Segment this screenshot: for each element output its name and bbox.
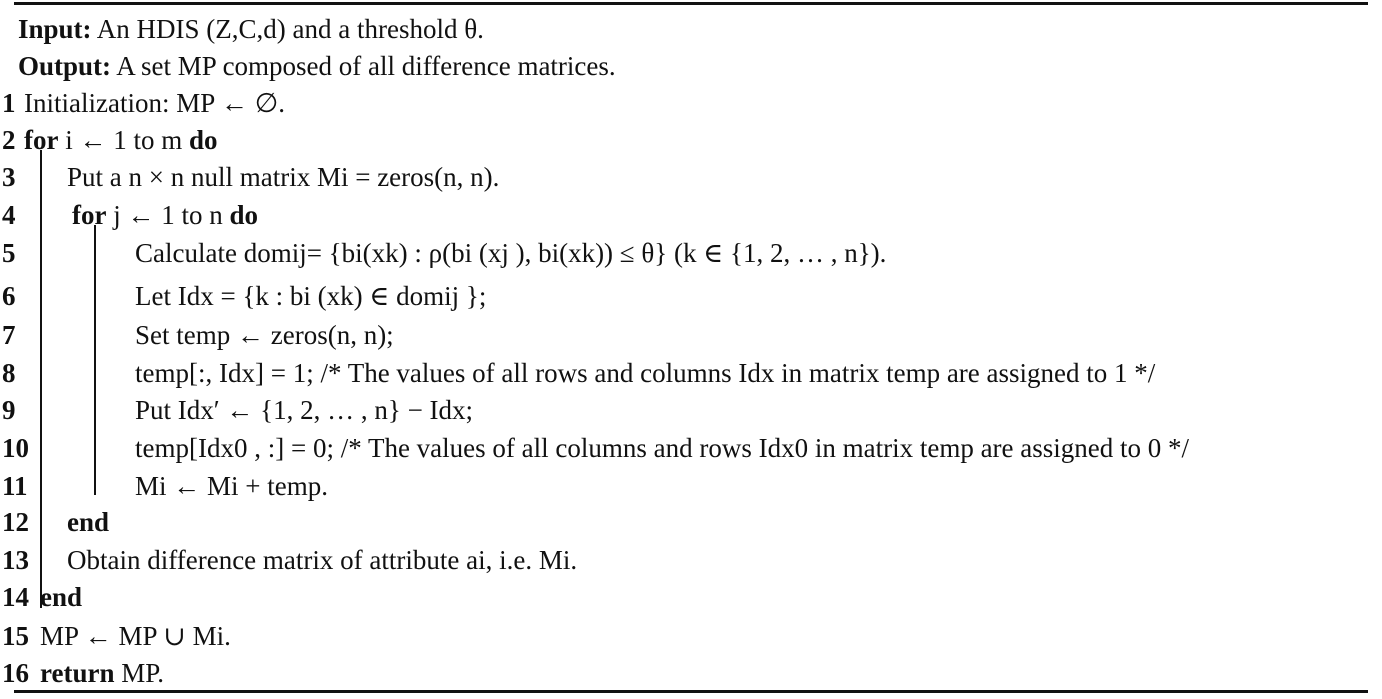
- output-label: Output:: [18, 51, 112, 81]
- line-number: 10: [2, 433, 29, 463]
- line-number: 8: [2, 358, 16, 388]
- line-text: Obtain difference matrix of attribute ai, i.e. Mi.: [67, 545, 578, 575]
- outer-loop-bar: [40, 150, 42, 608]
- line-text: Set temp ← zeros(n, n);: [135, 320, 394, 350]
- line-text: temp[:, Idx] = 1; /* The values of all rows and columns Idx in matrix temp are assigned to 1 */: [135, 358, 1156, 388]
- line-number: 2: [2, 125, 16, 155]
- line-number: 5: [2, 238, 16, 268]
- line-number: 13: [2, 545, 29, 575]
- line-text: MP ← MP ∪ Mi.: [40, 621, 231, 651]
- input-text: An HDIS (Z,C,d) and a threshold θ.: [91, 14, 484, 44]
- keyword-end: end: [40, 582, 83, 612]
- line-text: j ← 1 to n: [106, 200, 230, 230]
- line-number: 1: [2, 88, 16, 118]
- line-number: 3: [2, 162, 16, 192]
- output-text: A set MP composed of all difference matrices.: [111, 51, 616, 81]
- line-text: Put a n × n null matrix Mi = zeros(n, n).: [67, 162, 500, 192]
- keyword-for: for: [24, 125, 59, 155]
- line-text: temp[Idx0 , :] = 0; /* The values of all columns and rows Idx0 in matrix temp are assigned to 0 */: [135, 433, 1190, 463]
- line-number: 15: [2, 621, 29, 651]
- keyword-return: return: [40, 658, 115, 688]
- line-text: Put Idx′ ← {1, 2, … , n} − Idx;: [135, 395, 474, 425]
- keyword-end: end: [67, 507, 110, 537]
- bottom-rule: [14, 690, 1368, 693]
- line-number: 11: [2, 471, 28, 501]
- line-text: Initialization: MP ← ∅.: [24, 88, 285, 118]
- line-number: 16: [2, 658, 29, 688]
- line-text: Calculate domij= {bi(xk) : ρ(bi (xj ), bi(xk)) ≤ θ} (k ∈ {1, 2, … , n}).: [135, 238, 887, 268]
- line-number: 7: [2, 320, 16, 350]
- line-text: i ← 1 to m: [58, 125, 189, 155]
- line-text: Let Idx = {k : bi (xk) ∈ domij };: [135, 281, 487, 311]
- keyword-do: do: [229, 200, 259, 230]
- line-text: Mi ← Mi + temp.: [135, 471, 328, 501]
- top-rule: [14, 2, 1368, 5]
- line-number: 6: [2, 281, 16, 311]
- inner-loop-bar: [94, 225, 96, 495]
- keyword-for: for: [72, 200, 107, 230]
- input-label: Input:: [18, 14, 92, 44]
- line-text: MP.: [114, 658, 165, 688]
- line-number: 14: [2, 582, 29, 612]
- line-number: 12: [2, 507, 29, 537]
- keyword-do: do: [189, 125, 218, 155]
- line-number: 9: [2, 395, 16, 425]
- line-number: 4: [2, 200, 16, 230]
